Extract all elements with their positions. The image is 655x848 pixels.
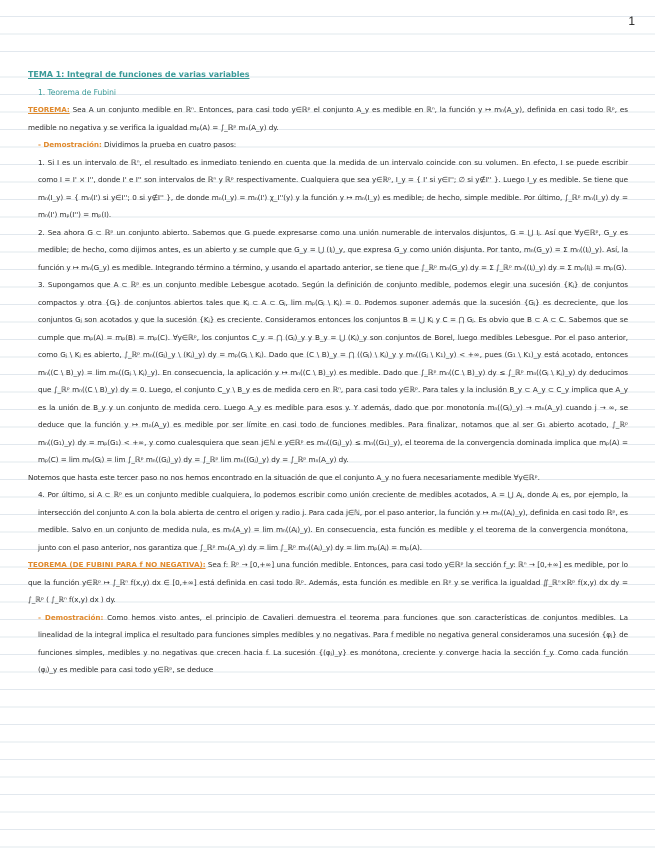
proof-intro-text: Dividimos la prueba en cuatro pasos: (104, 140, 237, 149)
proof-label: - Demostración: (38, 140, 102, 149)
proof-step-1: 1. Si I es un intervalo de ℝⁿ, el resultado es inmediato teniendo en cuenta que la medida de un intervalo coincide con su volumen. En efecto, I se puede escribir como I = I' × I'', donde I' e I'' son intervalos de ℝⁿ y ℝᵖ respectivamente. Cualquiera que sea y∈ℝᵖ, I_y = { I' si y∈I''; ∅ si y∉I'' }. Luego I_y es medible. Se tiene que mₙ(I_y) = { mₙ(I') si y∈I''; 0 si y∉I'' }, de donde mₙ(I_y) = mₙ(I') χ_I''(y) y la función y ↦ mₙ(I_y) es medible; de hecho, simple medible. Por último, ∫_ℝᵖ mₙ(I_y) dy = mₙ(I') mₚ(I'') = mₚ(I). (38, 157, 628, 219)
fubini-proof (28, 609, 628, 679)
proof-note: Notemos que hasta este tercer paso no nos hemos encontrado en la situación de que el conjunto A_y no fuera necesariamente medible ∀y∈ℝᵖ. (28, 472, 540, 482)
fubini-theorem-paragraph (28, 556, 628, 609)
subsection-title: 1. Teorema de Fubini (38, 87, 116, 97)
fubini-proof-label: - Demostración: (38, 612, 104, 622)
page-number: 1 (628, 14, 635, 28)
theorem-label: TEOREMA: (28, 105, 70, 114)
theorem-text: Sea A un conjunto medible en ℝⁿ. Entonces, para casi todo y∈ℝᵖ el conjunto A_y es medible en ℝⁿ, la función y ↦ mₙ(A_y), definida en casi todo ℝᵖ, es medible no negativa y se verifica la igualdad mₚ(A) = ∫_ℝᵖ mₙ(A_y) dy. (28, 105, 628, 132)
proof-step-2: 2. Sea ahora G ⊂ ℝᵖ un conjunto abierto. Sabemos que G puede expresarse como una unión numerable de intervalos disjuntos, G = ⋃ Iⱼ. Así que ∀y∈ℝᵖ, G_y es medible; de hecho, como dijimos antes, es un abierto y se cumple que G_y = ⋃ (Iⱼ)_y, que expresa G_y como unión disjunta. Por tanto, mₙ(G_y) = Σ mₙ((Iⱼ)_y). Así, la función y ↦ mₙ(G_y) es medible. Integrando término a término, y usando el apartado anterior, se tiene que ∫_ℝᵖ mₙ(G_y) dy = Σ ∫_ℝᵖ mₙ((Iⱼ)_y) dy = Σ mₚ(Iⱼ) = mₚ(G). (38, 227, 628, 272)
proof-intro (28, 136, 628, 154)
fubini-proof-text: Como hemos visto antes, el principio de Cavalieri demuestra el teorema para funciones que son características de conjuntos medibles. La linealidad de la integral implica el resultado para funciones simples medibles y no negativas. Para f medible no negativa general consideramos una sucesión {φⱼ} de funciones simples, medibles y no negativas que crecen hacia f. La sucesión {(φⱼ)_y} es monótona, creciente y converge hacia la sección f_y. Como cada función (φⱼ)_y es medible para casi todo y∈ℝᵖ, se deduce (38, 612, 628, 674)
fubini-theorem-text: Sea f: ℝᵖ → [0,+∞] una función medible. Entonces, para casi todo y∈ℝᵖ la sección f_y: ℝⁿ → [0,+∞] es medible, por lo que la función y∈ℝᵖ ↦ ∫_ℝⁿ f(x,y) dx ∈ [0,+∞] está definida en casi todo ℝᵖ. Además, esta función es medible en ℝᵖ y se verifica la igualdad ∬_ℝⁿ×ℝᵖ f(x,y) dx dy = ∫_ℝᵖ ( ∫_ℝⁿ f(x,y) dx ) dy. (28, 560, 628, 604)
theorem-paragraph (28, 101, 628, 136)
section-title: TEMA 1: Integral de funciones de varias variables (28, 70, 250, 79)
proof-step-4: 4. Por último, si A ⊂ ℝᵖ es un conjunto medible cualquiera, lo podemos escribir como unión creciente de medibles acotados, A = ⋃ Aⱼ, donde Aⱼ es, por ejemplo, la intersección del conjunto A con la bola abierta de centro el origen y radio j. Para cada j∈ℕ, por el paso anterior, la función y ↦ mₙ((Aⱼ)_y), definida en casi todo ℝᵖ, es medible. Salvo en un conjunto de medida nula, es mₙ(A_y) = lim mₙ((Aⱼ)_y). En consecuencia, esta función es medible y el teorema de la convergencia monótona, junto con el paso anterior, nos garantiza que ∫_ℝᵖ mₙ(A_y) dy = lim ∫_ℝᵖ mₙ((Aⱼ)_y) dy = lim mₚ(Aⱼ) = mₚ(A). (38, 490, 628, 552)
fubini-theorem-label: TEOREMA (DE FUBINI PARA f NO NEGATIVA): (28, 560, 206, 569)
page-content (28, 66, 628, 679)
proof-step-3: 3. Supongamos que A ⊂ ℝᵖ es un conjunto medible Lebesgue acotado. Según la definición de conjunto medible, podemos elegir una sucesión {Kⱼ} de conjuntos compactos y otra {Gⱼ} de conjuntos abiertos tales que Kⱼ ⊂ A ⊂ Gⱼ, lim mₚ(Gⱼ \ Kⱼ) = 0. Podemos suponer además que la sucesión {Gⱼ} es decreciente, que los conjuntos Gⱼ son acotados y que la sucesión {Kⱼ} es creciente. Consideramos entonces los conjuntos B = ⋃ Kⱼ y C = ⋂ Gⱼ. Es obvio que B ⊂ A ⊂ C. Sabemos que se cumple que mₚ(A) = mₚ(B) = mₚ(C). ∀y∈ℝᵖ, los conjuntos C_y = ⋂ (Gⱼ)_y y B_y = ⋃ (Kⱼ)_y son conjuntos de Borel, luego medibles Lebesgue. Por el paso anterior, como Gⱼ \ Kⱼ es abierto, ∫_ℝᵖ mₙ((Gⱼ)_y \ (Kⱼ)_y) dy = mₚ(Gⱼ \ Kⱼ). Dado que (C \ B)_y = ⋂ ((Gⱼ) \ Kⱼ)_y y mₙ((Gⱼ \ K₁)_y) < +∞, pues (G₁ \ K₁)_y está acotado, entonces mₙ((C \ B)_y) = lim mₙ((Gⱼ \ Kⱼ)_y). En consecuencia, la aplicación y ↦ mₙ((C \ B)_y) es medible. Dado que ∫_ℝᵖ mₙ((C \ B)_y) dy ≤ ∫_ℝᵖ mₙ((Gⱼ \ Kⱼ)_y) dy deducimos que ∫_ℝᵖ mₙ((C \ B)_y) dy = 0. Luego, el conjunto C_y \ B_y es de medida cero en ℝⁿ, para casi todo y∈ℝᵖ. Para tales y la inclusión B_y ⊂ A_y ⊂ C_y implica que A_y es la unión de B_y y un conjunto de medida cero. Luego A_y es medible para esos y. Y además, dado que por monotonía mₙ((Gⱼ)_y) → mₙ(A_y) cuando j → ∞, se deduce que la función y ↦ mₙ(A_y) es medible por ser límite en casi todo de funciones medibles. Para finalizar, notamos que al ser G₁ abierto acotado, ∫_ℝᵖ mₙ((G₁)_y) dy = mₚ(G₁) < +∞, y como cualesquiera que sean j∈ℕ e y∈ℝᵖ es mₙ((Gⱼ)_y) ≤ mₙ((G₁)_y), el teorema de la convergencia dominada implica que mₚ(A) = mₚ(C) = lim mₚ(Gⱼ) = lim ∫_ℝᵖ mₙ((Gⱼ)_y) dy = ∫_ℝᵖ lim mₙ((Gⱼ)_y) dy = ∫_ℝᵖ mₙ(A_y) dy. (38, 280, 628, 464)
